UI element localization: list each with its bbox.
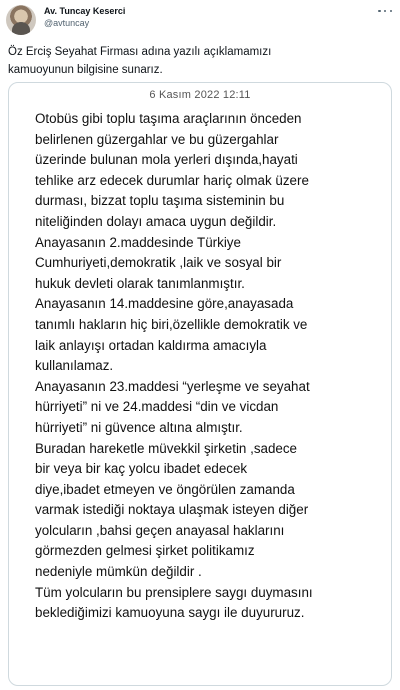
avatar[interactable] xyxy=(6,5,36,35)
tweet-text: Öz Erciş Seyahat Firması adına yazılı açıklamamızı kamuoyunun bilgisine sunarız. xyxy=(8,46,272,76)
tweet-header xyxy=(0,0,400,36)
statement-date: 6 Kasım 2022 12:11 xyxy=(149,89,251,101)
author-handle[interactable]: @avtuncay xyxy=(44,18,90,28)
statement-body: Otobüs gibi toplu taşıma araçlarının önceden belirlenen güzergahlar ve bu güzergahlar üzerinde bulunan mola yerleri dışında,hayati tehlike arz edecek durumlar hariç olmak üzere durması, bizzat toplu taşıma sisteminin bu niteliğinden dolayı amaca uygun değildir. Anayasanın 2.maddesinde Türkiye Cumhuriyeti,demokratik ,laik ve sosyal bir hukuk devleti olarak tanımlanmıştır. Anayasanın 14.maddesine göre,anayasada tanımlı hakların hiç biri,özellikle demokratik ve laik anlayışı ortadan kaldırma amacıyla kullanılamaz. Anayasanın 23.maddesi “yerleşme ve seyahat hürriyeti” ni ve 24.maddesi “din ve vicdan hürriyeti” ni güvence altına almıştır. Buradan hareketle müvekkil şirketin ,sadece bir veya bir kaç yolcu ibadet edecek diye,ibadet etmeyen ve öngörülen zamanda varmak istediği noktaya ulaşmak isteyen diğer yolcuların ,bahsi geçen anayasal haklarını görmezden gelmesi şirket politikamız nedeniyle mümkün değildir . Tüm yolcuların bu prensiplere saygı duymasını beklediğimizi kamuoyuna saygı ile duyururuz. xyxy=(35,111,313,621)
attached-image[interactable] xyxy=(8,82,392,686)
more-horizontal-icon[interactable] xyxy=(378,6,392,16)
author-display-name[interactable]: Av. Tuncay Keserci xyxy=(44,6,126,16)
